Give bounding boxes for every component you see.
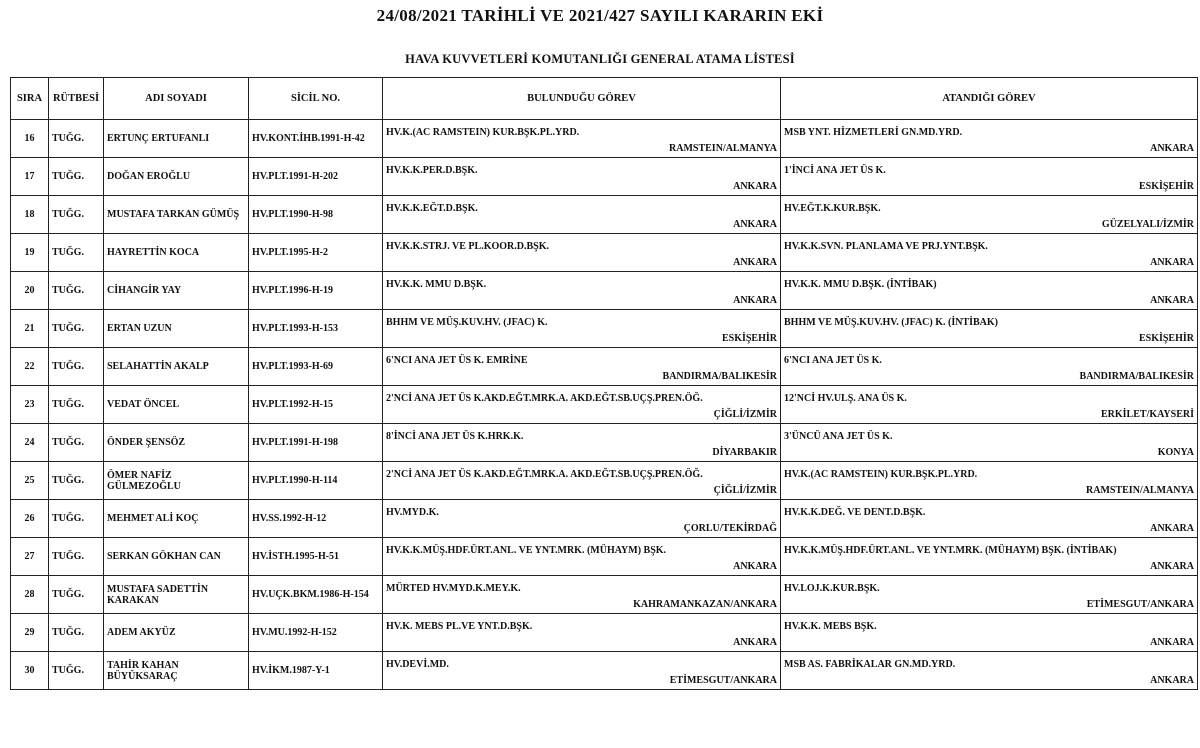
cell-atandigi: [781, 424, 1198, 462]
bulundugu-position: HV.K.K. MMU D.BŞK.: [386, 279, 487, 290]
cell-name: SERKAN GÖKHAN CAN: [104, 538, 249, 576]
cell-sira: 21: [11, 310, 49, 348]
bulundugu-content: [386, 393, 777, 420]
bulundugu-location: BANDIRMA/BALIKESİR: [662, 371, 777, 382]
cell-name: CİHANGİR YAY: [104, 272, 249, 310]
cell-rutbe: TUĞG.: [49, 120, 104, 158]
atandigi-location: GÜZELYALI/İZMİR: [1101, 219, 1194, 230]
cell-rutbe: TUĞG.: [49, 652, 104, 690]
cell-bulundugu: [383, 120, 781, 158]
cell-name: ERTAN UZUN: [104, 310, 249, 348]
column-header-sicil: SİCİL NO.: [249, 78, 383, 120]
column-header-name: ADI SOYADI: [104, 78, 249, 120]
column-header-rutbe: RÜTBESİ: [49, 78, 104, 120]
cell-name: SELAHATTİN AKALP: [104, 348, 249, 386]
bulundugu-position: HV.MYD.K.: [386, 507, 439, 518]
bulundugu-content: [386, 431, 777, 458]
cell-name: ERTUNÇ ERTUFANLI: [104, 120, 249, 158]
cell-sira: 24: [11, 424, 49, 462]
cell-sira: 18: [11, 196, 49, 234]
cell-rutbe: TUĞG.: [49, 614, 104, 652]
atandigi-position: MSB AS. FABRİKALAR GN.MD.YRD.: [784, 659, 956, 670]
atandigi-content: [784, 545, 1194, 572]
bulundugu-position: 2'NCİ ANA JET ÜS K.AKD.EĞT.MRK.A. AKD.EĞT.SB.UÇŞ.PREN.ÖĞ.: [386, 469, 703, 480]
bulundugu-content: [386, 583, 777, 610]
cell-name: MUSTAFA SADETTİN KARAKAN: [104, 576, 249, 614]
cell-sicil: HV.KONT.İHB.1991-H-42: [249, 120, 383, 158]
bulundugu-content: [386, 127, 777, 154]
atandigi-location: ETİMESGUT/ANKARA: [1086, 599, 1194, 610]
bulundugu-position: HV.K.K.PER.D.BŞK.: [386, 165, 478, 176]
atandigi-location: ESKİŞEHİR: [1138, 333, 1194, 344]
cell-bulundugu: [383, 196, 781, 234]
cell-atandigi: [781, 462, 1198, 500]
column-header-atandigi: ATANDIĞI GÖREV: [781, 78, 1198, 120]
atandigi-position: 6'NCI ANA JET ÜS K.: [784, 355, 882, 366]
atandigi-content: [784, 127, 1194, 154]
atandigi-position: BHHM VE MÜŞ.KUV.HV. (JFAC) K. (İNTİBAK): [784, 317, 998, 328]
atandigi-location: ANKARA: [1150, 561, 1194, 572]
atandigi-position: HV.K.(AC RAMSTEIN) KUR.BŞK.PL.YRD.: [784, 469, 978, 480]
atandigi-location: ESKİŞEHİR: [1138, 181, 1194, 192]
cell-name: TAHİR KAHAN BÜYÜKSARAÇ: [104, 652, 249, 690]
atandigi-content: [784, 355, 1194, 382]
bulundugu-content: [386, 659, 777, 686]
bulundugu-location: RAMSTEIN/ALMANYA: [669, 143, 777, 154]
bulundugu-content: [386, 355, 777, 382]
atandigi-content: [784, 431, 1194, 458]
bulundugu-position: 6'NCI ANA JET ÜS K. EMRİNE: [386, 355, 528, 366]
bulundugu-position: HV.DEVİ.MD.: [386, 659, 449, 670]
cell-sira: 22: [11, 348, 49, 386]
cell-rutbe: TUĞG.: [49, 158, 104, 196]
bulundugu-content: [386, 621, 777, 648]
bulundugu-location: DİYARBAKIR: [712, 447, 777, 458]
cell-sicil: HV.PLT.1991-H-198: [249, 424, 383, 462]
atandigi-content: [784, 507, 1194, 534]
page-title: 24/08/2021 TARİHLİ VE 2021/427 SAYILI KARARIN EKİ: [376, 6, 824, 25]
cell-name: DOĞAN EROĞLU: [104, 158, 249, 196]
atandigi-location: ANKARA: [1150, 523, 1194, 534]
cell-atandigi: [781, 538, 1198, 576]
cell-atandigi: [781, 576, 1198, 614]
bulundugu-location: ETİMESGUT/ANKARA: [669, 675, 777, 686]
cell-bulundugu: [383, 348, 781, 386]
atandigi-position: 1'İNCİ ANA JET ÜS K.: [784, 165, 886, 176]
cell-sira: 26: [11, 500, 49, 538]
bulundugu-content: [386, 317, 777, 344]
cell-atandigi: [781, 234, 1198, 272]
bulundugu-location: ANKARA: [733, 219, 777, 230]
cell-bulundugu: [383, 386, 781, 424]
cell-sicil: HV.PLT.1990-H-114: [249, 462, 383, 500]
table-row: [11, 424, 1198, 462]
cell-sicil: HV.PLT.1993-H-69: [249, 348, 383, 386]
cell-name: VEDAT ÖNCEL: [104, 386, 249, 424]
atandigi-location: ERKİLET/KAYSERİ: [1101, 409, 1194, 420]
bulundugu-location: ÇİĞLİ/İZMİR: [713, 485, 777, 496]
atandigi-location: RAMSTEIN/ALMANYA: [1086, 485, 1194, 496]
bulundugu-location: ESKİŞEHİR: [721, 333, 777, 344]
cell-sicil: HV.İSTH.1995-H-51: [249, 538, 383, 576]
cell-atandigi: [781, 310, 1198, 348]
atandigi-content: [784, 241, 1194, 268]
cell-sira: 25: [11, 462, 49, 500]
table-row: [11, 158, 1198, 196]
cell-sira: 28: [11, 576, 49, 614]
cell-bulundugu: [383, 538, 781, 576]
cell-rutbe: TUĞG.: [49, 424, 104, 462]
cell-rutbe: TUĞG.: [49, 576, 104, 614]
cell-bulundugu: [383, 500, 781, 538]
atandigi-location: KONYA: [1157, 447, 1194, 458]
cell-atandigi: [781, 272, 1198, 310]
bulundugu-content: [386, 165, 777, 192]
bulundugu-content: [386, 203, 777, 230]
cell-rutbe: TUĞG.: [49, 500, 104, 538]
atandigi-content: [784, 469, 1194, 496]
bulundugu-content: [386, 241, 777, 268]
table-row: [11, 576, 1198, 614]
atandigi-position: 3'ÜNCÜ ANA JET ÜS K.: [784, 431, 893, 442]
cell-sicil: HV.PLT.1990-H-98: [249, 196, 383, 234]
table-row: [11, 614, 1198, 652]
bulundugu-location: ANKARA: [733, 181, 777, 192]
cell-bulundugu: [383, 310, 781, 348]
bulundugu-location: ANKARA: [733, 561, 777, 572]
cell-rutbe: TUĞG.: [49, 234, 104, 272]
atandigi-content: [784, 279, 1194, 306]
cell-atandigi: [781, 386, 1198, 424]
atandigi-position: 12'NCİ HV.ULŞ. ANA ÜS K.: [784, 393, 907, 404]
cell-atandigi: [781, 348, 1198, 386]
atandigi-content: [784, 659, 1194, 686]
bulundugu-location: KAHRAMANKAZAN/ANKARA: [633, 599, 777, 610]
table-row: [11, 500, 1198, 538]
cell-sicil: HV.PLT.1993-H-153: [249, 310, 383, 348]
cell-sira: 19: [11, 234, 49, 272]
cell-sira: 29: [11, 614, 49, 652]
bulundugu-position: 2'NCİ ANA JET ÜS K.AKD.EĞT.MRK.A. AKD.EĞT.SB.UÇŞ.PREN.ÖĞ.: [386, 393, 703, 404]
cell-sicil: HV.PLT.1992-H-15: [249, 386, 383, 424]
cell-sira: 20: [11, 272, 49, 310]
cell-atandigi: [781, 158, 1198, 196]
atandigi-content: [784, 393, 1194, 420]
cell-bulundugu: [383, 576, 781, 614]
atandigi-position: HV.EĞT.K.KUR.BŞK.: [784, 203, 881, 214]
bulundugu-location: ANKARA: [733, 257, 777, 268]
cell-sicil: HV.MU.1992-H-152: [249, 614, 383, 652]
bulundugu-position: MÜRTED HV.MYD.K.MEY.K.: [386, 583, 521, 594]
cell-bulundugu: [383, 272, 781, 310]
bulundugu-content: [386, 469, 777, 496]
cell-sicil: HV.İKM.1987-Y-1: [249, 652, 383, 690]
bulundugu-position: HV.K.K.MÜŞ.HDF.ÜRT.ANL. VE YNT.MRK. (MÜHAYM) BŞK.: [386, 545, 667, 556]
cell-bulundugu: [383, 652, 781, 690]
atandigi-position: HV.K.K. MMU D.BŞK. (İNTİBAK): [784, 279, 937, 290]
atandigi-content: [784, 583, 1194, 610]
atandigi-content: [784, 317, 1194, 344]
cell-rutbe: TUĞG.: [49, 310, 104, 348]
atandigi-position: HV.K.K.SVN. PLANLAMA VE PRJ.YNT.BŞK.: [784, 241, 988, 252]
atandigi-location: BANDIRMA/BALIKESİR: [1079, 371, 1194, 382]
bulundugu-position: HV.K.K.EĞT.D.BŞK.: [386, 203, 478, 214]
atandigi-location: ANKARA: [1150, 675, 1194, 686]
cell-name: MUSTAFA TARKAN GÜMÜŞ: [104, 196, 249, 234]
bulundugu-content: [386, 545, 777, 572]
cell-name: ADEM AKYÜZ: [104, 614, 249, 652]
cell-rutbe: TUĞG.: [49, 196, 104, 234]
bulundugu-content: [386, 279, 777, 306]
cell-name: HAYRETTİN KOCA: [104, 234, 249, 272]
cell-atandigi: [781, 196, 1198, 234]
cell-name: ÖNDER ŞENSÖZ: [104, 424, 249, 462]
cell-sira: 17: [11, 158, 49, 196]
table-row: [11, 386, 1198, 424]
column-header-sira: SIRA: [11, 78, 49, 120]
atandigi-position: HV.K.K.MÜŞ.HDF.ÜRT.ANL. VE YNT.MRK. (MÜHAYM) BŞK. (İNTİBAK): [784, 545, 1117, 556]
table-row: [11, 538, 1198, 576]
bulundugu-location: ANKARA: [733, 295, 777, 306]
table-header-row: [11, 78, 1198, 120]
cell-sira: 23: [11, 386, 49, 424]
cell-bulundugu: [383, 158, 781, 196]
bulundugu-location: ANKARA: [733, 637, 777, 648]
bulundugu-position: HV.K. MEBS PL.VE YNT.D.BŞK.: [386, 621, 533, 632]
atandigi-position: HV.K.K. MEBS BŞK.: [784, 621, 877, 632]
cell-atandigi: [781, 500, 1198, 538]
appointment-table: [10, 77, 1198, 690]
atandigi-location: ANKARA: [1150, 295, 1194, 306]
bulundugu-location: ÇORLU/TEKİRDAĞ: [683, 523, 777, 534]
atandigi-location: ANKARA: [1150, 143, 1194, 154]
table-row: [11, 272, 1198, 310]
table-row: [11, 234, 1198, 272]
atandigi-location: ANKARA: [1150, 257, 1194, 268]
cell-rutbe: TUĞG.: [49, 462, 104, 500]
bulundugu-position: 8'İNCİ ANA JET ÜS K.HRK.K.: [386, 431, 524, 442]
table-row: [11, 120, 1198, 158]
table-row: [11, 196, 1198, 234]
bulundugu-position: HV.K.K.STRJ. VE PL.KOOR.D.BŞK.: [386, 241, 549, 252]
table-row: [11, 310, 1198, 348]
table-row: [11, 652, 1198, 690]
cell-bulundugu: [383, 234, 781, 272]
page-subtitle: HAVA KUVVETLERİ KOMUTANLIĞI GENERAL ATAMA LİSTESİ: [405, 52, 795, 66]
table-row: [11, 348, 1198, 386]
cell-rutbe: TUĞG.: [49, 386, 104, 424]
cell-sicil: HV.PLT.1991-H-202: [249, 158, 383, 196]
atandigi-content: [784, 621, 1194, 648]
cell-atandigi: [781, 120, 1198, 158]
cell-atandigi: [781, 614, 1198, 652]
bulundugu-location: ÇİĞLİ/İZMİR: [713, 409, 777, 420]
atandigi-position: HV.LOJ.K.KUR.BŞK.: [784, 583, 880, 594]
bulundugu-position: HV.K.(AC RAMSTEIN) KUR.BŞK.PL.YRD.: [386, 127, 580, 138]
cell-name: ÖMER NAFİZ GÜLMEZOĞLU: [104, 462, 249, 500]
bulundugu-position: BHHM VE MÜŞ.KUV.HV. (JFAC) K.: [386, 317, 548, 328]
cell-rutbe: TUĞG.: [49, 272, 104, 310]
atandigi-position: MSB YNT. HİZMETLERİ GN.MD.YRD.: [784, 127, 963, 138]
cell-atandigi: [781, 652, 1198, 690]
bulundugu-content: [386, 507, 777, 534]
cell-rutbe: TUĞG.: [49, 348, 104, 386]
cell-bulundugu: [383, 424, 781, 462]
atandigi-content: [784, 203, 1194, 230]
atandigi-position: HV.K.K.DEĞ. VE DENT.D.BŞK.: [784, 507, 926, 518]
cell-sicil: HV.UÇK.BKM.1986-H-154: [249, 576, 383, 614]
atandigi-content: [784, 165, 1194, 192]
cell-rutbe: TUĞG.: [49, 538, 104, 576]
cell-sira: 27: [11, 538, 49, 576]
table-row: [11, 462, 1198, 500]
column-header-bulundugu: BULUNDUĞU GÖREV: [383, 78, 781, 120]
cell-sicil: HV.PLT.1995-H-2: [249, 234, 383, 272]
cell-sira: 30: [11, 652, 49, 690]
cell-sicil: HV.SS.1992-H-12: [249, 500, 383, 538]
cell-bulundugu: [383, 462, 781, 500]
cell-sicil: HV.PLT.1996-H-19: [249, 272, 383, 310]
cell-name: MEHMET ALİ KOÇ: [104, 500, 249, 538]
cell-bulundugu: [383, 614, 781, 652]
table-body: [11, 120, 1198, 690]
cell-sira: 16: [11, 120, 49, 158]
atandigi-location: ANKARA: [1150, 637, 1194, 648]
